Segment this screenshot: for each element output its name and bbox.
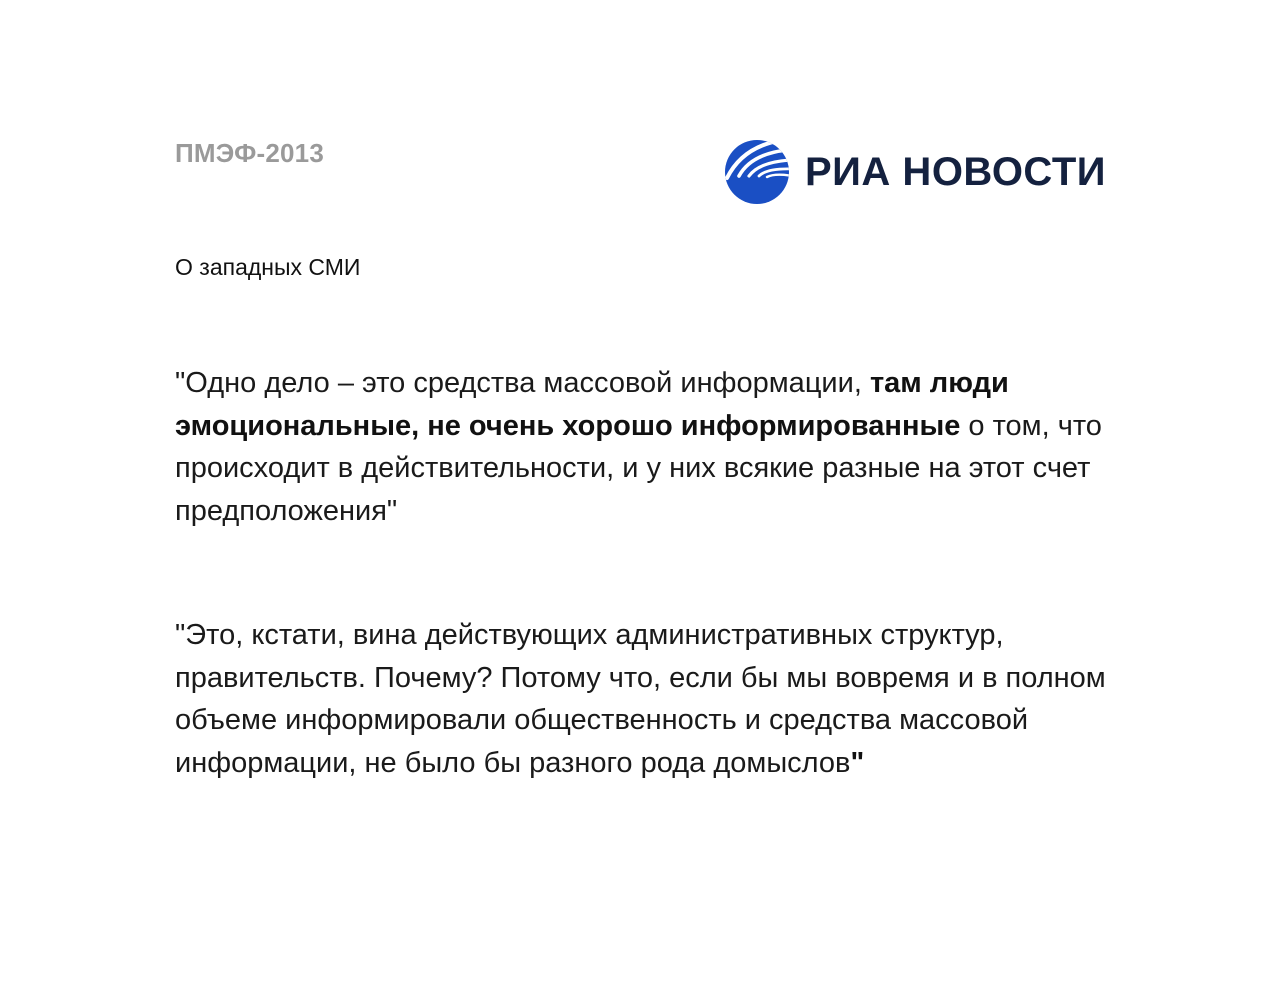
ria-novosti-logo — [723, 138, 1106, 206]
quote-bold-text: там люди эмоциональные, не очень хорошо информированные — [175, 367, 1009, 442]
quote-text: "Это, кстати, вина действующих административных структур, правительств. Почему? Потому что, если бы мы вовремя и в полном объеме информировали общественность и средства массовой информации, не было бы разного рода домыслов — [175, 619, 1106, 779]
quote-text: "Одно дело – это средства массовой информации, — [175, 367, 870, 399]
topic-heading: О западных СМИ — [175, 254, 361, 280]
ria-globe-icon — [723, 138, 791, 206]
logo-text: РИА НОВОСТИ — [805, 149, 1107, 194]
quote-paragraph — [175, 614, 1135, 784]
quote-bold-text: " — [850, 746, 865, 779]
quote-text: о том, что происходит в действительности, и у них всякие разные на этот счет предположения" — [175, 409, 1102, 527]
event-label: ПМЭФ-2013 — [175, 138, 324, 168]
quote-paragraph — [175, 362, 1135, 532]
